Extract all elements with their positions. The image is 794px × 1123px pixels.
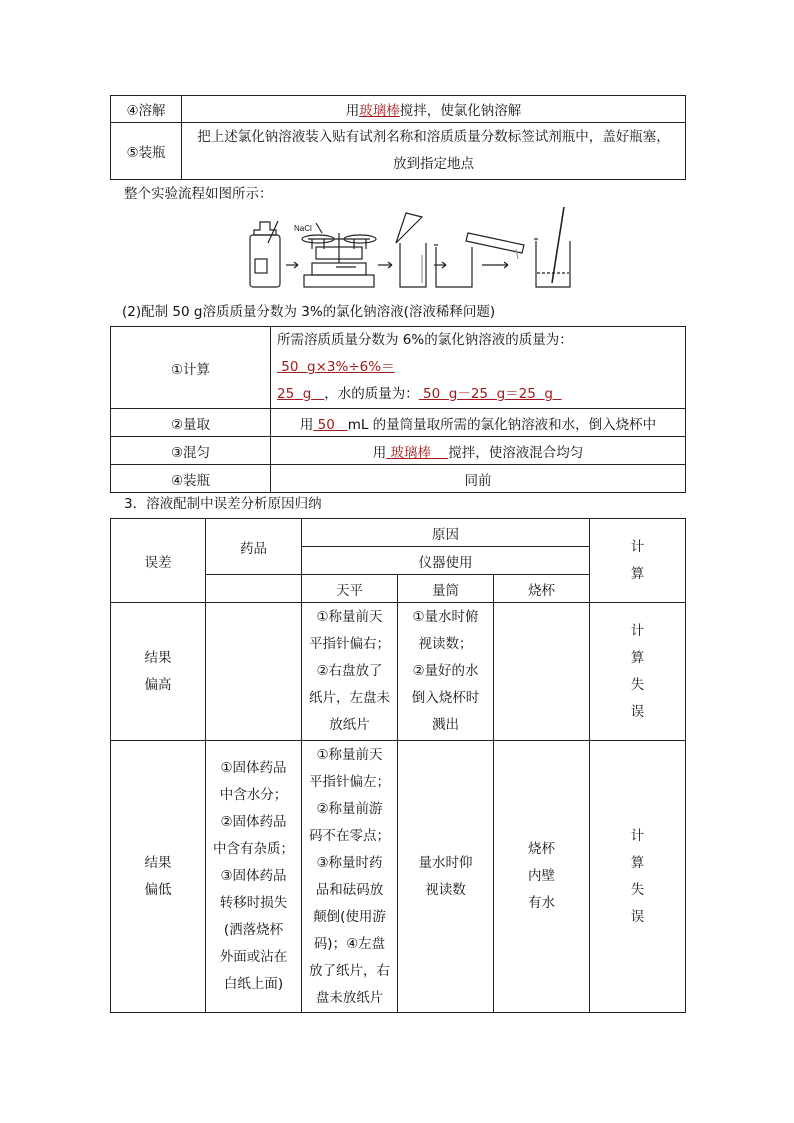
answer-result-mass: 25 g: [277, 386, 325, 402]
step-content: 把上述氯化钠溶液装入贴有试剂名称和溶质质量分数标签试剂瓶中，盖好瓶塞， 放到指定地点: [182, 123, 686, 180]
section-3-title: 3．溶液配制中误差分析原因归纳: [124, 496, 322, 512]
step-label: ④溶解: [111, 96, 182, 123]
header-drug: 药品: [206, 519, 302, 575]
high-drug-cell: [206, 603, 302, 741]
header-instrument: 仪器使用: [302, 547, 590, 575]
experiment-flow-figure: [246, 203, 586, 295]
low-beaker-cell: 烧杯 内壁 有水: [494, 741, 590, 1013]
section-2-title: (2)配制 50 g溶质质量分数为 3%的氯化钠溶液(溶液稀释问题): [122, 304, 496, 320]
step-label: ④装瓶: [111, 465, 271, 493]
step-label: ③混匀: [111, 437, 271, 465]
row-result-high: [111, 603, 686, 741]
step-label: ①计算: [111, 327, 271, 409]
steps-table-1: [110, 95, 686, 180]
header-balance: 天平: [302, 575, 398, 603]
step-content: 用 玻璃棒 搅拌，使溶液混合均匀: [271, 437, 686, 465]
nacl-label: NaCl: [294, 224, 312, 233]
low-calc-cell: 计 算 失 误: [590, 741, 686, 1013]
header-drug-spacer: [206, 575, 302, 603]
steps-table-2: [110, 326, 686, 493]
row-result-low: [111, 741, 686, 1013]
high-cylinder-cell: ①量水时俯 视读数； ②量好的水 倒入烧杯时 溅出: [398, 603, 494, 741]
step-content: 同前: [271, 465, 686, 493]
answer-water-mass: 50 g－25 g＝25 g: [418, 386, 562, 402]
header-cylinder: 量筒: [398, 575, 494, 603]
low-drug-cell: ①固体药品 中含水分； ②固体药品 中含有杂质； ③固体药品 转移时损失 (洒落烧杯 外面或沾在 白纸上面): [206, 741, 302, 1013]
high-calc-cell: 计 算 失 误: [590, 603, 686, 741]
row-label-low: 结果 偏低: [111, 741, 206, 1013]
answer-cylinder-size: 50: [313, 416, 348, 433]
step-content: 用 50 mL 的量筒量取所需的氯化钠溶液和水，倒入烧杯中: [271, 409, 686, 437]
step-content: 用玻璃棒搅拌，使氯化钠溶解: [182, 96, 686, 123]
low-cylinder-cell: 量水时仰 视读数: [398, 741, 494, 1013]
high-balance-cell: ①称量前天 平指针偏右； ②右盘放了 纸片，左盘未 放纸片: [302, 603, 398, 741]
step-label: ⑤装瓶: [111, 123, 182, 180]
header-reason: 原因: [302, 519, 590, 547]
step-label: ②量取: [111, 409, 271, 437]
answer-glass-rod: 玻璃棒: [359, 103, 400, 119]
header-calc: 计 算: [590, 519, 686, 603]
header-beaker: 烧杯: [494, 575, 590, 603]
low-balance-cell: ①称量前天 平指针偏左； ②称量前游 码不在零点； ③称量时药 品和砝码放 颠倒(使用游 码)；④左盘 放了纸片，右 盘未放纸片: [302, 741, 398, 1013]
header-error: 误差: [111, 519, 206, 603]
step-content: 所需溶质质量分数为 6%的氯化钠溶液的质量为： 50 g×3%÷6%＝ 25 g ，水的质量为： 50 g－25 g＝25 g: [271, 327, 686, 409]
high-beaker-cell: [494, 603, 590, 741]
answer-solution-mass: 50 g×3%÷6%＝: [277, 359, 395, 375]
row-label-high: 结果 偏高: [111, 603, 206, 741]
flow-caption: 整个实验流程如图所示：: [124, 186, 273, 202]
error-analysis-table: [110, 518, 686, 1013]
answer-stir-tool: 玻璃棒: [386, 444, 449, 461]
